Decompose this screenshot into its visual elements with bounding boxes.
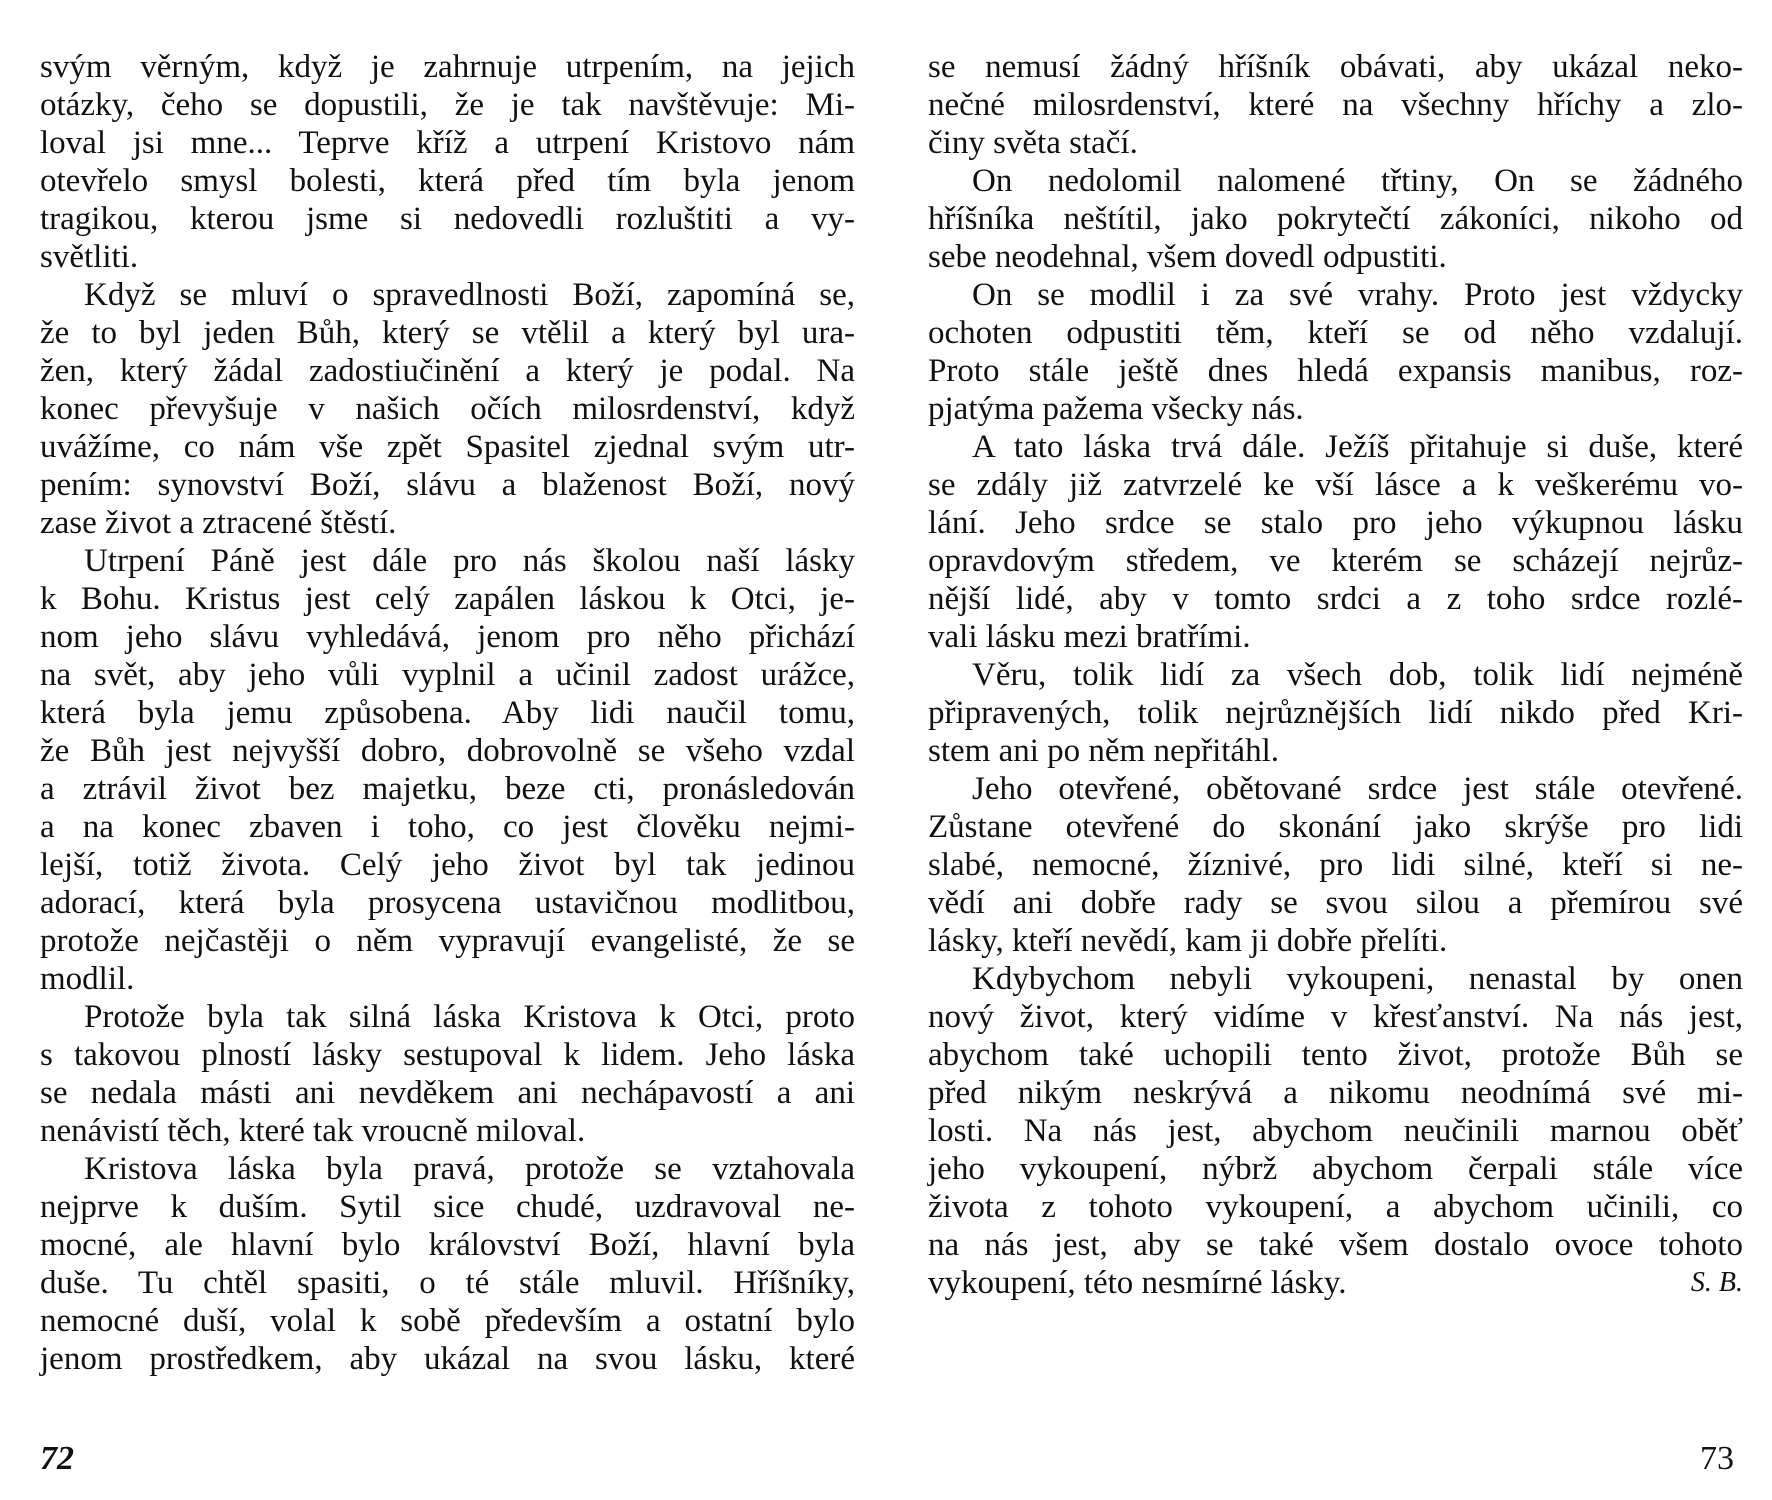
text-line: nom jeho slávu vyhledává, jenom pro něho přichází [40, 619, 855, 655]
text-line: protože nejčastěji o něm vypravují evangelisté, že se [40, 923, 855, 959]
text-line: která byla jemu způsobena. Aby lidi naučil tomu, [40, 695, 855, 731]
text-line: slabé, nemocné, žíznivé, pro lidi silné, kteří si ne- [928, 847, 1743, 883]
text-line: se nemusí žádný hříšník obávati, aby ukázal neko- [928, 49, 1743, 85]
text-line: vali lásku mezi bratřími. [928, 619, 1251, 655]
text-line: tragikou, kterou jsme si nedovedli rozluštiti a vy- [40, 201, 855, 237]
text-line: Jeho otevřené, obětované srdce jest stále otevřené. [972, 771, 1743, 807]
closing-line [928, 1264, 1743, 1302]
text-line: Kristova láska byla pravá, protože se vztahovala [84, 1151, 855, 1187]
text-line: Kdybychom nebyli vykoupeni, nenastal by onen [972, 961, 1743, 997]
text-line: se nedala másti ani nevděkem ani nechápavostí a ani [40, 1075, 855, 1111]
text-line: k Bohu. Kristus jest celý zapálen láskou k Otci, je- [40, 581, 855, 617]
text-line: světliti. [40, 239, 139, 275]
text-line: losti. Na nás jest, abychom neučinili marnou oběť [928, 1113, 1743, 1149]
text-line: zase život a ztracené štěstí. [40, 505, 397, 541]
text-line: pením: synovství Boží, slávu a blaženost Boží, nový [40, 467, 855, 503]
text-line: vědí ani dobře rady se svou silou a přemírou své [928, 885, 1743, 921]
text-line: s takovou plností lásky sestupoval k lidem. Jeho láska [40, 1037, 855, 1073]
text-line: On se modlil i za své vrahy. Proto jest vždycky [972, 277, 1743, 313]
text-line: a na konec zbaven i toho, co jest člověku nejmi- [40, 809, 855, 845]
text-line: že to byl jeden Bůh, který se vtělil a který byl ura- [40, 315, 855, 351]
text-line: pjatýma pažema všecky nás. [928, 391, 1304, 427]
text-line: hříšníka neštítil, jako pokrytečtí zákoníci, nikoho od [928, 201, 1743, 237]
text-line: adorací, která byla prosycena ustavičnou modlitbou, [40, 885, 855, 921]
text-line: Když se mluví o spravedlnosti Boží, zapomíná se, [84, 277, 855, 313]
text-line: loval jsi mne... Teprve kříž a utrpení Kristovo nám [40, 125, 855, 161]
text-line: nenávistí těch, které tak vroucně miloval. [40, 1113, 586, 1149]
text-line: nečné milosrdenství, které na všechny hříchy a zlo- [928, 87, 1743, 123]
text-line: abychom také uchopili tento život, protože Bůh se [928, 1037, 1743, 1073]
text-line: stem ani po něm nepřitáhl. [928, 733, 1279, 769]
text-line: Zůstane otevřené do skonání jako skrýše pro lidi [928, 809, 1743, 845]
text-line: lásky, kteří nevědí, kam ji dobře přelíti. [928, 923, 1448, 959]
text-line: připravených, tolik nejrůznějších lidí nikdo před Kri- [928, 695, 1743, 731]
text-line: nový život, který vidíme v křesťanství. Na nás jest, [928, 999, 1743, 1035]
text-line: vykoupení, této nesmírné lásky. [928, 1265, 1347, 1301]
text-line: nější lidé, aby v tomto srdci a z toho srdce rozlé- [928, 581, 1743, 617]
text-line: před nikým neskrývá a nikomu neodnímá své mi- [928, 1075, 1743, 1111]
text-line: sebe neodehnal, všem dovedl odpustiti. [928, 239, 1447, 275]
text-line: na svět, aby jeho vůli vyplnil a učinil zadost urážce, [40, 657, 855, 693]
text-line: Utrpení Páně jest dále pro nás školou naší lásky [84, 543, 855, 579]
text-line: jeho vykoupení, nýbrž abychom čerpali stále více [928, 1151, 1743, 1187]
text-line: žen, který žádal zadostiučinění a který je podal. Na [40, 353, 855, 389]
author-signature: S. B. [1690, 1267, 1743, 1298]
text-line: že Bůh jest nejvyšší dobro, dobrovolně se všeho vzdal [40, 733, 855, 769]
text-line: mocné, ale hlavní bylo království Boží, hlavní byla [40, 1227, 855, 1263]
text-line: Věru, tolik lidí za všech dob, tolik lidí nejméně [972, 657, 1743, 693]
text-line: Proto stále ještě dnes hledá expansis manibus, roz- [928, 353, 1743, 389]
right-page [928, 48, 1743, 1302]
page-number-left: 72 [40, 1440, 74, 1477]
page-number-right: 73 [1700, 1440, 1734, 1477]
text-line: modlil. [40, 961, 135, 997]
text-line: uvážíme, co nám vše zpět Spasitel zjednal svým utr- [40, 429, 855, 465]
text-line: nemocné duší, volal k sobě především a ostatní bylo [40, 1303, 855, 1339]
text-line: lejší, totiž života. Celý jeho život byl tak jedinou [40, 847, 855, 883]
text-line: činy světa stačí. [928, 125, 1138, 161]
text-line: nejprve k duším. Sytil sice chudé, uzdravoval ne- [40, 1189, 855, 1225]
text-line: ochoten odpustiti těm, kteří se od něho vzdalují. [928, 315, 1743, 351]
text-line: duše. Tu chtěl spasiti, o té stále mluvil. Hříšníky, [40, 1265, 855, 1301]
text-line: se zdály již zatvrzelé ke vší lásce a k veškerému vo- [928, 467, 1743, 503]
text-line: svým věrným, když je zahrnuje utrpením, na jejich [40, 49, 855, 85]
text-line: otevřelo smysl bolesti, která před tím byla jenom [40, 163, 855, 199]
text-line: jenom prostředkem, aby ukázal na svou lásku, které [40, 1341, 855, 1377]
text-line: Protože byla tak silná láska Kristova k Otci, proto [84, 999, 855, 1035]
text-line: lání. Jeho srdce se stalo pro jeho výkupnou lásku [928, 505, 1743, 541]
text-line: On nedolomil nalomené třtiny, On se žádného [972, 163, 1743, 199]
text-line: a ztrávil život bez majetku, beze cti, pronásledován [40, 771, 855, 807]
left-page [40, 48, 855, 1378]
text-line: na nás jest, aby se také všem dostalo ovoce tohoto [928, 1227, 1743, 1263]
text-line: otázky, čeho se dopustili, že je tak navštěvuje: Mi- [40, 87, 855, 123]
text-line: života z tohoto vykoupení, a abychom učinili, co [928, 1189, 1743, 1225]
text-line: opravdovým středem, ve kterém se scházejí nejrůz- [928, 543, 1743, 579]
text-line: A tato láska trvá dále. Ježíš přitahuje si duše, které [972, 429, 1743, 465]
text-line: konec převyšuje v našich očích milosrdenství, když [40, 391, 855, 427]
